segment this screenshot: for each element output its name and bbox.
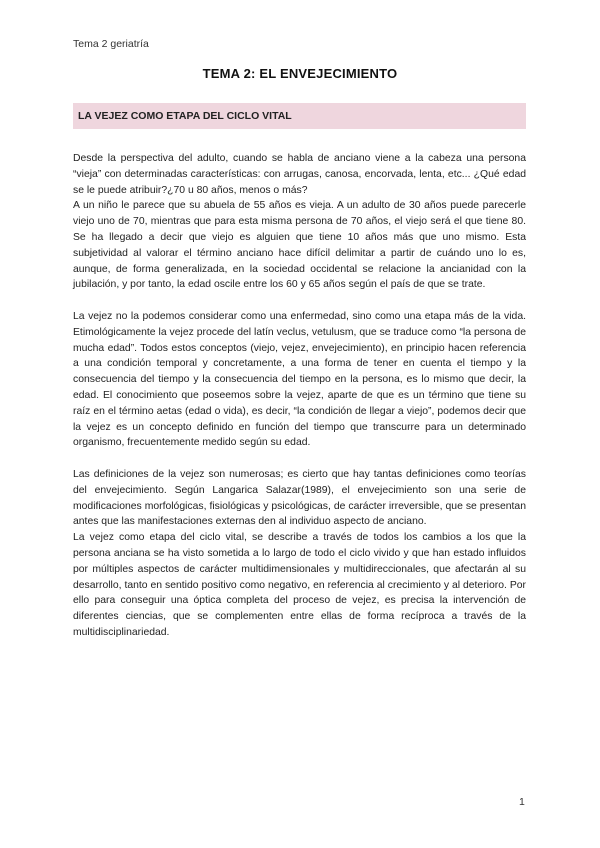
paragraph-4: Las definiciones de la vejez son numerosas; es cierto que hay tantas definiciones como teorías del envejecimiento. Según Langarica Salazar(1989), el envejecimiento son una serie de modificaciones morfológicas, fisiológicas y psicológicas, de carácter irreversible, que se presentan antes que las manifestaciones externas den al individuo aspecto de anciano. — [73, 468, 526, 528]
paragraph-5: La vejez como etapa del ciclo vital, se describe a través de todos los cambios a los que la persona anciana se ha visto sometida a lo largo de todo el ciclo vivido y que han estado influidos por múltiples aspectos de carácter multidimensionales y multidireccionales, que afectarán al su desarrollo, tanto en sentido positivo como negativo, en referencia al crecimiento y al deterioro. Por ello para conseguir una óptica completa del proceso de vejez, es precisa la intervención de diferentes ciencias, que se complementen entre ellas de forma recíproca a través de la multidisciplinariedad. — [73, 532, 526, 638]
body-text — [73, 151, 526, 641]
section-heading-box — [73, 103, 526, 129]
page-number: 1 — [519, 796, 525, 808]
running-header: Tema 2 geriatría — [73, 38, 149, 50]
paragraph-3: La vejez no la podemos considerar como una enfermedad, sino como una etapa más de la vida. Etimológicamente la vejez procede del latín veclus, vetulusm, que se traduce como “la persona de mucha edad”. Todos estos conceptos (viejo, vejez, envejecimiento), en principio hacen referencia a una condición temporal y concretamente, a una forma de tener en cuenta el tiempo y la consecuencia del tiempo y la consecuencia del tiempo en la persona, es lo mismo que decir, la edad. El conocimiento que poseemos sobre la vejez, aparte de que es un término que tiene su raíz en el término aetas (edad o vida), es decir, “la condición de llegar a viejo”, podemos decir que la vejez es un concepto definido en función del tiempo que transcurre para un determinado organismo, frecuentemente medido según su edad. — [73, 310, 526, 449]
paragraph-1: Desde la perspectiva del adulto, cuando se habla de anciano viene a la cabeza una persona “vieja” con determinadas características: con arrugas, canosa, encorvada, lenta, etc... ¿Qué edad se le puede atribuir?¿70 u 80 años, menos o más? — [73, 153, 526, 196]
document-title: TEMA 2: EL ENVEJECIMIENTO — [202, 66, 398, 81]
paragraph-2: A un niño le parece que su abuela de 55 años es vieja. A un adulto de 30 años puede parecerle viejo uno de 70, mientras que para esta misma persona de 70 años, el viejo será el que tiene 80. Se ha llegado a decir que viejo es alguien que tiene 10 años más que uno mismo. Esta subjetividad al valorar el término anciano hace difícil delimitar a partir de cuándo uno lo es, aunque, de forma generalizada, en la sociedad occidental se relacione la ancianidad con la jubilación, y por tanto, la edad oscile entre los 60 y 65 años según el país de que se trate. — [73, 200, 526, 291]
section-heading: LA VEJEZ COMO ETAPA DEL CICLO VITAL — [78, 110, 292, 122]
